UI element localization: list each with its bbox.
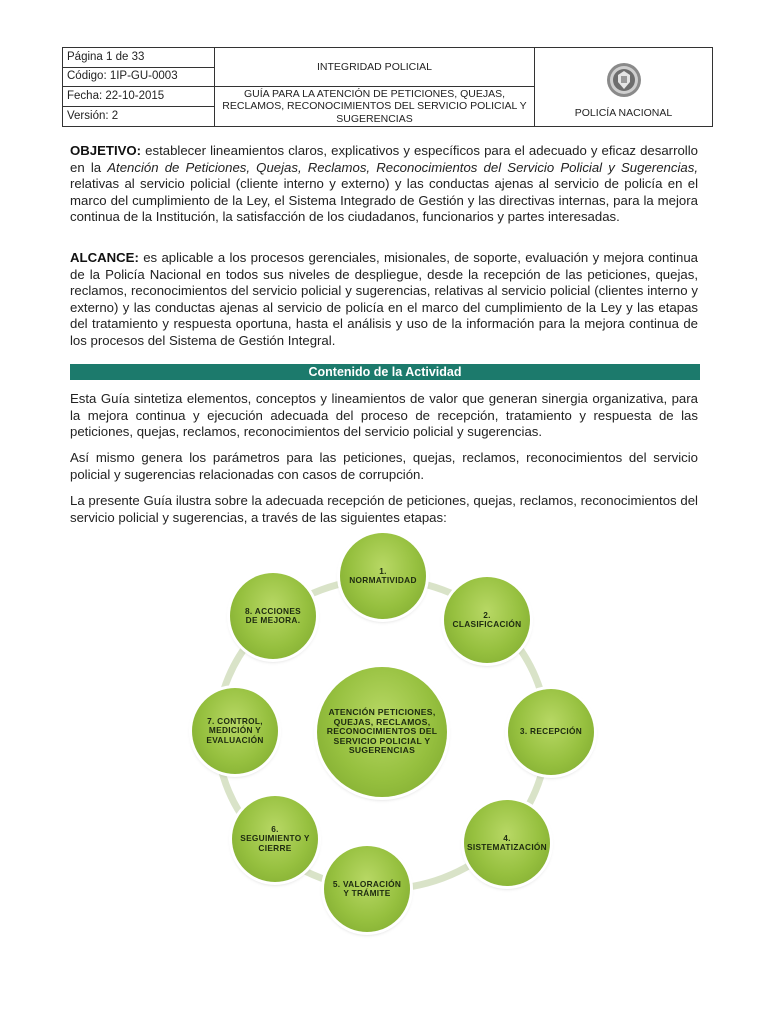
stage-node-seguimiento: 6. SEGUIMIENTO Y CIERRE: [232, 796, 318, 882]
objetivo-text-italic: Atención de Peticiones, Quejas, Reclamos, Reconocimientos del Servicio Policial y Sugerencias,: [107, 159, 698, 175]
content-paragraph: Así mismo genera los parámetros para las peticiones, quejas, reclamos, reconocimientos del servicio policial y sugerencias relacionadas con casos de corrupción.: [70, 450, 698, 482]
page-number: Página 1 de 33: [63, 48, 215, 68]
objetivo-text-b: relativas al servicio policial (cliente interno y externo) y las conductas ajenas al servicio de policía en el marco del cumplimiento de la Ley, el Sistema Integrado de Gestión y las directivas internas, para la mejora continua de la Institución, la satisfacción de los ciudadanos, funcionarios y partes interesadas.: [70, 176, 698, 224]
objetivo-label: OBJETIVO:: [70, 143, 142, 158]
organization-name: POLICÍA NACIONAL: [574, 107, 673, 119]
header-logo-cell: [535, 48, 713, 127]
stage-node-normatividad: 1. NORMATIVIDAD: [340, 533, 426, 619]
content-paragraph: Esta Guía sintetiza elementos, conceptos y lineamientos de valor que generan sinergia organizativa, para la mejora continua y ejecución adecuada del proceso de recepción, tratamiento y respuesta de las peticiones, quejas, reclamos, reconocimientos del servicio policial y sugerencias.: [70, 391, 698, 439]
objetivo-paragraph: [70, 143, 698, 226]
objetivo-text-a: establecer lineamientos claros, explicativos y específicos para el adecuado y eficaz desarrollo en la: [70, 143, 698, 175]
header-subtitle: GUÍA PARA LA ATENCIÓN DE PETICIONES, QUEJAS, RECLAMOS, RECONOCIMIENTOS DEL SERVICIO POLICIAL Y SUGERENCIAS: [215, 87, 535, 127]
section-title-bar: Contenido de la Actividad: [70, 364, 700, 380]
stage-node-recepcion: 3. RECEPCIÓN: [508, 689, 594, 775]
content-paragraph: La presente Guía ilustra sobre la adecuada recepción de peticiones, quejas, reclamos, reconocimientos del servicio policial y sugerencias, a través de las siguientes etapas:: [70, 493, 698, 525]
alcance-label: ALCANCE:: [70, 250, 139, 265]
stage-node-sistematizacion: 4. SISTEMATIZACIÓN: [464, 800, 550, 886]
police-seal-icon: [606, 62, 642, 98]
header-title: INTEGRIDAD POLICIAL: [215, 48, 535, 87]
stage-node-valoracion: 5. VALORACIÓN Y TRÁMITE: [324, 846, 410, 932]
stage-node-acciones-mejora: 8. ACCIONES DE MEJORA.: [230, 573, 316, 659]
document-version: Versión: 2: [63, 107, 215, 127]
stage-node-clasificacion: 2. CLASIFICACIÓN: [444, 577, 530, 663]
document-header-table: [62, 47, 713, 127]
document-date: Fecha: 22-10-2015: [63, 87, 215, 107]
stage-node-control: 7. CONTROL, MEDICIÓN Y EVALUACIÓN: [192, 688, 278, 774]
center-node: ATENCIÓN PETICIONES, QUEJAS, RECLAMOS, RECONOCIMIENTOS DEL SERVICIO POLICIAL Y SUGERENCIAS: [317, 667, 447, 797]
alcance-paragraph: [70, 250, 698, 349]
document-code: Código: 1IP-GU-0003: [63, 67, 215, 87]
alcance-text: es aplicable a los procesos gerenciales, misionales, de soporte, evaluación y mejora continua de la Policía Nacional en todos sus niveles de despliegue, desde la recepción de las peticiones, quejas, reclamos, reconocimientos del servicio policial y sugerencias, relativas al servicio policial (clientes interno y externo) y las conductas ajenas al servicio de policía en el marco del cumplimiento de la Ley y las etapas del tratamiento y respuesta oportuna, hasta el análisis y uso de la información para la mejora continua de los procesos del Sistema de Gestión Integral.: [70, 250, 698, 348]
